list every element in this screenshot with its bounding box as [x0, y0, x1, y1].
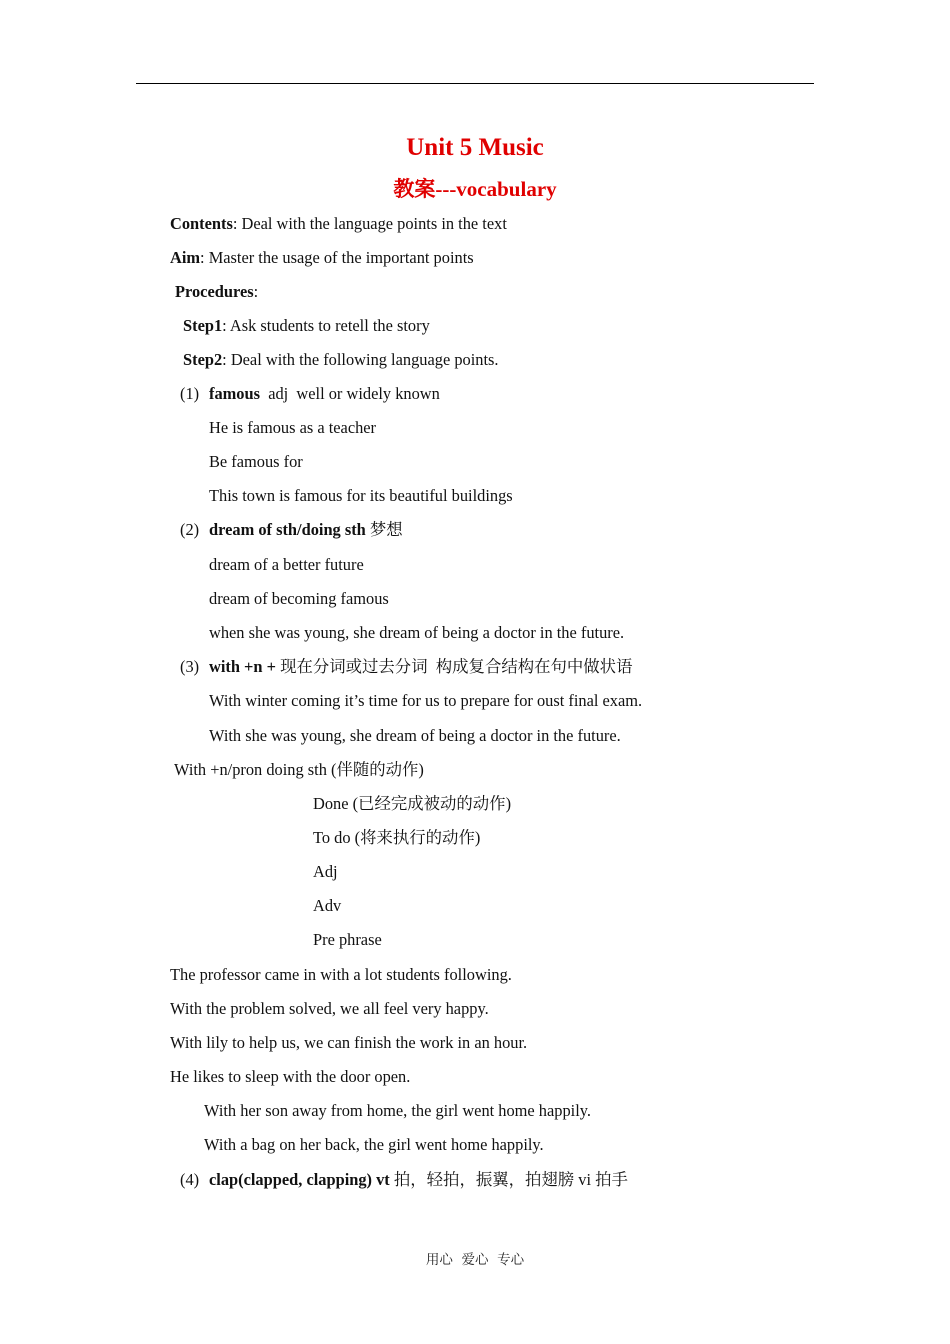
- point3-heading: [180, 657, 632, 677]
- point3-number: (3): [180, 657, 200, 676]
- with-structure-item: Done (已经完成被动的动作): [313, 794, 512, 813]
- point3-definition: 现在分词或过去分词 构成复合结构在句中做状语: [275, 657, 633, 676]
- point2-heading: [180, 520, 403, 540]
- page-subtitle: 教案---vocabulary: [393, 177, 557, 201]
- with-structure-main: With +n/pron doing sth (伴随的动作): [174, 760, 424, 779]
- example-sentence: With the problem solved, we all feel very happy.: [170, 999, 489, 1018]
- procedures-text: :: [253, 282, 259, 301]
- point4-definition: 拍，轻拍，振翼，拍翅膀 vi 拍手: [389, 1170, 628, 1189]
- aim-text: : Master the usage of the important points: [200, 248, 474, 267]
- page-title: Unit 5 Music: [406, 134, 544, 161]
- point1-example-3: This town is famous for its beautiful buildings: [209, 486, 513, 505]
- step1-label: Step1: [183, 316, 223, 335]
- point1-example-1: He is famous as a teacher: [209, 418, 377, 437]
- with-structure-item: Adv: [313, 896, 342, 915]
- with-structure-item: Pre phrase: [313, 930, 382, 949]
- aim-line: [170, 248, 474, 268]
- point3-example-1: With winter coming it’s time for us to prepare for oust final exam.: [209, 691, 643, 710]
- step2-label: Step2: [183, 350, 223, 369]
- point2-example-2: dream of becoming famous: [209, 589, 389, 608]
- step1-text: : Ask students to retell the story: [222, 316, 430, 335]
- example-sentence: The professor came in with a lot students following.: [170, 965, 512, 984]
- step1-line: [183, 316, 430, 336]
- contents-label: Contents: [170, 214, 233, 233]
- point1-example-2: Be famous for: [209, 452, 303, 471]
- point2-example-1: dream of a better future: [209, 555, 364, 574]
- point1-heading: [180, 384, 440, 404]
- point2-term: dream of sth/doing sth: [209, 520, 366, 539]
- with-structure-item: To do (将来执行的动作): [313, 828, 481, 847]
- aim-label: Aim: [170, 248, 201, 267]
- point2-definition: 梦想: [365, 520, 403, 539]
- point2-number: (2): [180, 520, 200, 539]
- procedures-line: [175, 282, 258, 302]
- point4-heading: [180, 1170, 628, 1190]
- example-sentence: With her son away from home, the girl went home happily.: [204, 1101, 592, 1120]
- contents-line: [170, 214, 507, 234]
- header-rule: [136, 83, 814, 84]
- with-structure-item: Adj: [313, 862, 338, 881]
- point4-number: (4): [180, 1170, 200, 1189]
- contents-text: : Deal with the language points in the text: [232, 214, 507, 233]
- point4-term: clap(clapped, clapping) vt: [209, 1170, 390, 1189]
- step2-line: [183, 350, 498, 370]
- example-sentence: He likes to sleep with the door open.: [170, 1067, 411, 1086]
- page-footer: 用心 爱心 专心: [425, 1252, 525, 1268]
- example-sentence: With a bag on her back, the girl went home happily.: [204, 1135, 544, 1154]
- point1-number: (1): [180, 384, 200, 403]
- point1-term: famous: [209, 384, 260, 403]
- point2-example-3: when she was young, she dream of being a doctor in the future.: [209, 623, 625, 642]
- point3-example-2: With she was young, she dream of being a doctor in the future.: [209, 726, 621, 745]
- point3-term: with +n +: [209, 657, 276, 676]
- example-sentence: With lily to help us, we can finish the work in an hour.: [170, 1033, 528, 1052]
- procedures-label: Procedures: [175, 282, 254, 301]
- step2-text: : Deal with the following language points.: [222, 350, 499, 369]
- point1-definition: adj well or widely known: [260, 384, 440, 403]
